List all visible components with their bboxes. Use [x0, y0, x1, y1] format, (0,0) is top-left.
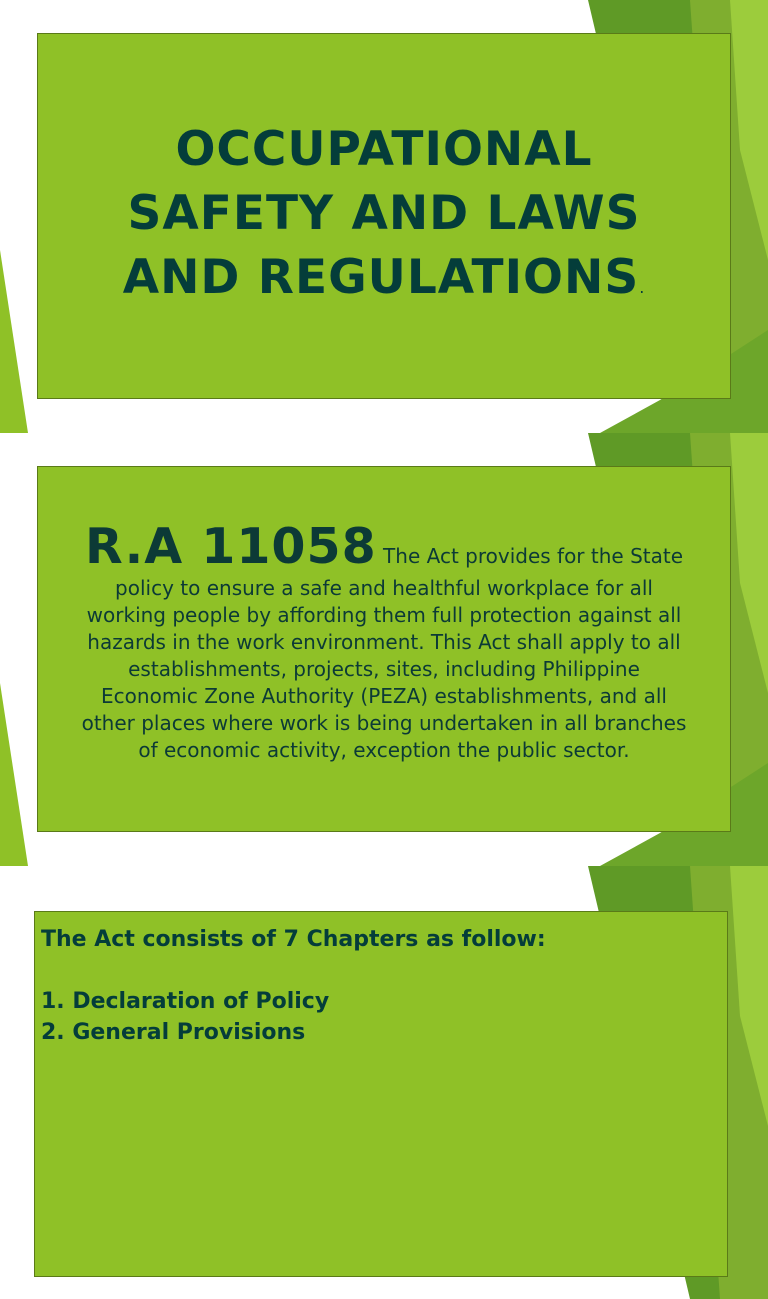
ra-line: of economic activity, exception the public sector. — [138, 738, 630, 762]
blank-line — [41, 955, 721, 986]
title-line-1: OCCUPATIONAL — [175, 122, 593, 177]
ra-line: hazards in the work environment. This Act shall apply to all — [87, 630, 681, 654]
ra-first-line — [44, 519, 724, 575]
slide-3 — [0, 866, 768, 1299]
chapter-item: 1. Declaration of Policy — [41, 989, 330, 1014]
chapters-list — [41, 924, 721, 1048]
chapter-item: 2. General Provisions — [41, 1020, 306, 1045]
ra-heading: R.A 11058 — [84, 518, 377, 575]
ra-line: policy to ensure a safe and healthful workplace for all — [115, 576, 653, 600]
chapters-box — [34, 911, 728, 1277]
slide-1 — [0, 0, 768, 433]
slide-title — [38, 118, 730, 320]
ra-line: Economic Zone Authority (PEZA) establishments, and all — [101, 684, 667, 708]
ra-line: establishments, projects, sites, including Philippine — [128, 657, 640, 681]
ra-line: working people by affording them full protection against all — [86, 603, 682, 627]
chapters-intro: The Act consists of 7 Chapters as follow: — [41, 927, 546, 952]
title-line-2: SAFETY AND LAWS — [127, 186, 641, 241]
title-line-3: AND REGULATIONS. — [122, 250, 646, 305]
ra-box — [37, 466, 731, 832]
ra-line: other places where work is being undertaken in all branches — [81, 711, 687, 735]
ra-paragraph — [44, 519, 724, 764]
title-suffix: . — [639, 278, 646, 297]
title-box — [37, 33, 731, 399]
ra-lead-text: The Act provides for the State — [376, 544, 684, 568]
slide-2 — [0, 433, 768, 866]
